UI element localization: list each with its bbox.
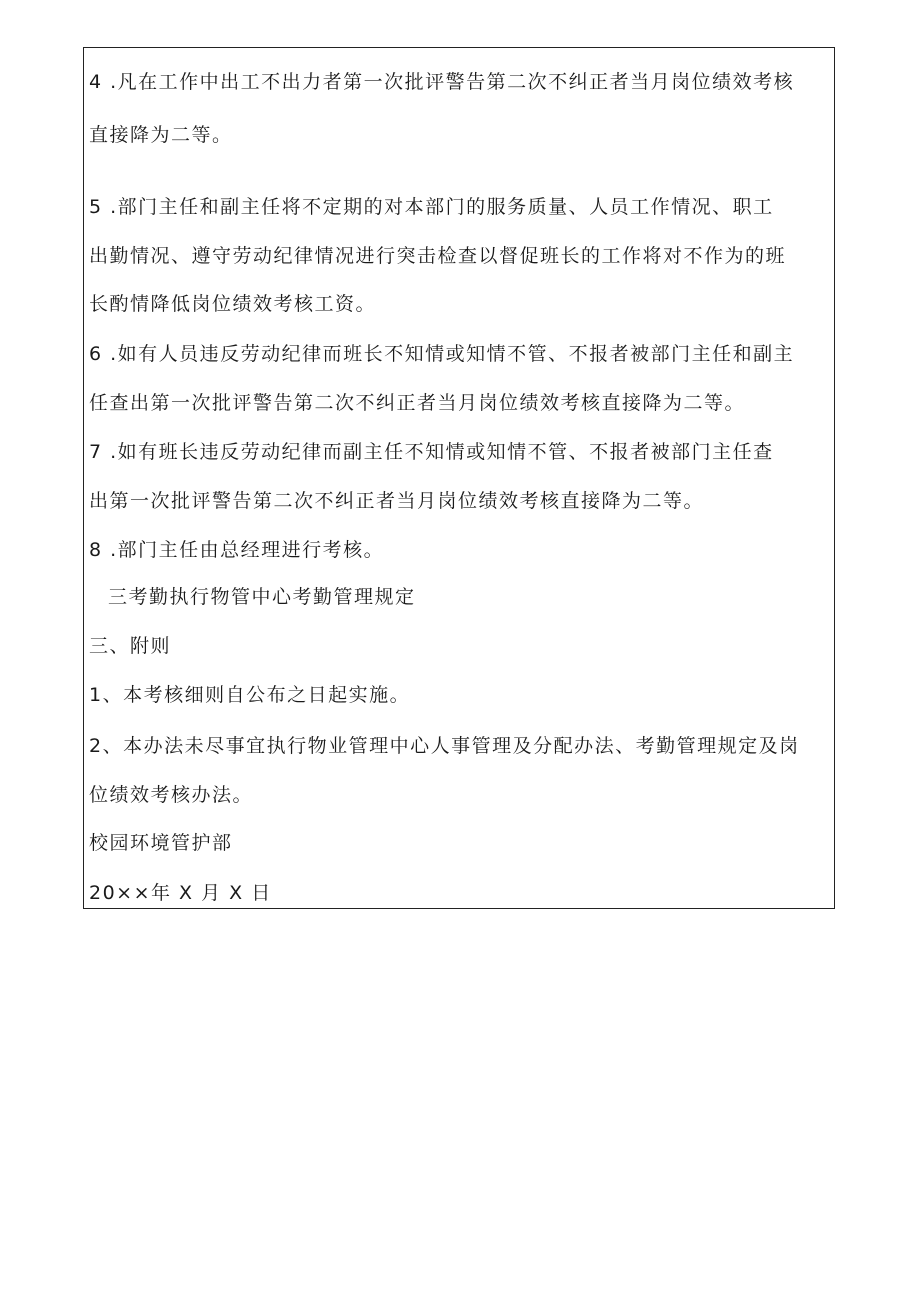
clause-5-line-3: 长酌情降低岗位绩效考核工资。 bbox=[89, 293, 377, 315]
document-frame bbox=[83, 47, 835, 909]
clause-8: 8 .部门主任由总经理进行考核。 bbox=[89, 539, 385, 561]
clause-5-line-2: 出勤情况、遵守劳动纪律情况进行突击检查以督促班长的工作将对不作为的班 bbox=[89, 245, 787, 267]
clause-6-line-1: 6 .如有人员违反劳动纪律而班长不知情或知情不管、不报者被部门主任和副主 bbox=[89, 343, 795, 365]
appendix-item-2-line-2: 位绩效考核办法。 bbox=[89, 784, 254, 806]
section-heading-appendix: 三、附则 bbox=[89, 635, 172, 657]
clause-7-line-2: 出第一次批评警告第二次不纠正者当月岗位绩效考核直接降为二等。 bbox=[89, 490, 705, 512]
clause-7-line-1: 7 .如有班长违反劳动纪律而副主任不知情或知情不管、不报者被部门主任查 bbox=[89, 441, 774, 463]
clause-6-line-2: 任查出第一次批评警告第二次不纠正者当月岗位绩效考核直接降为二等。 bbox=[89, 392, 746, 414]
appendix-item-1: 1、本考核细则自公布之日起实施。 bbox=[89, 684, 411, 706]
attendance-rule: 三考勤执行物管中心考勤管理规定 bbox=[108, 586, 416, 608]
appendix-item-2-line-1: 2、本办法未尽事宜执行物业管理中心人事管理及分配办法、考勤管理规定及岗 bbox=[89, 735, 800, 757]
clause-4-line-2: 直接降为二等。 bbox=[89, 124, 233, 146]
issuing-department: 校园环境管护部 bbox=[89, 832, 233, 854]
clause-4-line-1: 4 .凡在工作中出工不出力者第一次批评警告第二次不纠正者当月岗位绩效考核 bbox=[89, 71, 795, 93]
clause-5-line-1: 5 .部门主任和副主任将不定期的对本部门的服务质量、人员工作情况、职工 bbox=[89, 196, 774, 218]
issue-date: 20××年 X 月 X 日 bbox=[89, 882, 272, 904]
